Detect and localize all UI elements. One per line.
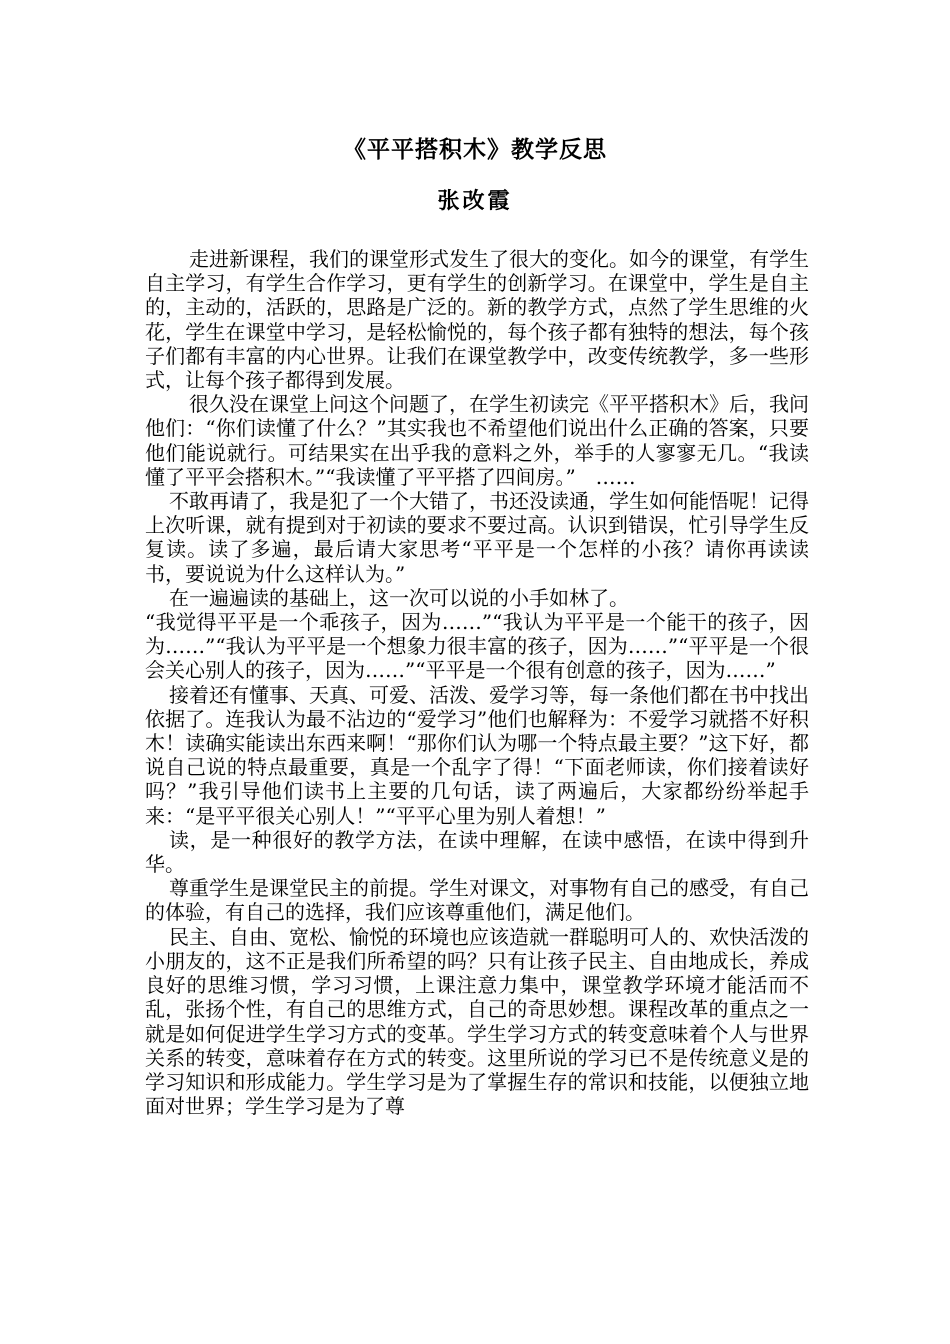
paragraph: 走进新课程，我们的课堂形式发生了很大的变化。如今的课堂，有学生自主学习，有学生合作学习，更有学生的创新学习。在课堂中，学生是自主的，主动的，活跃的，思路是广泛的。新的教学方式，点然了学生思维的火花，学生在课堂中学习，是轻松愉悦的，每个孩子都有独特的想法，每个孩子们都有丰富的内心世界。让我们在课堂教学中，改变传统教学，多一些形式，让每个孩子都得到发展。 <box>145 247 809 393</box>
paragraph: 读，是一种很好的教学方法，在读中理解，在读中感悟，在读中得到升华。 <box>145 827 809 877</box>
paragraph: 在一遍遍读的基础上，这一次可以说的小手如林了。 <box>169 585 629 610</box>
paragraph: 民主、自由、宽松、愉悦的环境也应该造就一群聪明可人的、欢快活泼的小朋友的，这不正是我们所希望的吗？只有让孩子民主、自由地成长，养成良好的思维习惯，学习习惯，上课注意力集中，课堂教学环境才能活而不乱，张扬个性，有自己的思维方式，自己的奇思妙想。课程改革的重点之一就是如何促进学生学习方式的变革。学生学习方式的转变意味着个人与世界关系的转变，意味着存在方式的转变。这里所说的学习已不是传统意义是的学习知识和形成能力。学生学习是为了掌握生存的常识和技能，以便独立地面对世界；学生学习是为了尊 <box>145 924 809 1119</box>
paragraph: 很久没在课堂上问这个问题了，在学生初读完《平平搭积木》后，我问他们：“你们读懂了什么？”其实我也不希望他们说出什么正确的答案，只要他们能说就行。可结果实在出乎我的意料之外，举手的人寥寥无几。“我读懂了平平会搭积木。”“我读懂了平平搭了四间房。” …… <box>145 392 809 489</box>
paragraph: 接着还有懂事、天真、可爱、活泼、爱学习等，每一条他们都在书中找出依据了。连我认为最不沾边的“爱学习”他们也解释为：不爱学习就搭不好积木！读确实能读出东西来啊！“那你们认为哪一个特点最主要？”这下好，都说自己说的特点最重要，真是一个乱字了得！“下面老师读，你们接着读好吗？”我引导他们读书上主要的几句话，读了两遍后，大家都纷纷举起手来：“是平平很关心别人！”“平平心里为别人着想！” <box>145 682 809 828</box>
document-author: 张改霞 <box>437 189 513 214</box>
paragraph: 不敢再请了，我是犯了一个大错了，书还没读通，学生如何能悟呢！记得上次听课，就有提到对于初读的要求不要过高。认识到错误，忙引导学生反复读。读了多遍，最后请大家思考“平平是一个怎样的小孩？请你再读读书，要说说为什么这样认为。” <box>145 489 809 586</box>
paragraph: 尊重学生是课堂民主的前提。学生对课文，对事物有自己的感受，有自己的体验，有自己的选择，我们应该尊重他们，满足他们。 <box>145 876 809 925</box>
paragraph: “我觉得平平是一个乖孩子，因为……”“我认为平平是一个能干的孩子，因为……”“我认为平平是一个想象力很丰富的孩子，因为……”“平平是一个很会关心别人的孩子，因为……”“平平是一个很有创意的孩子，因为……” <box>145 610 809 683</box>
document-body <box>145 247 809 1118</box>
document-title: 《平平搭积木》教学反思 <box>343 137 607 163</box>
